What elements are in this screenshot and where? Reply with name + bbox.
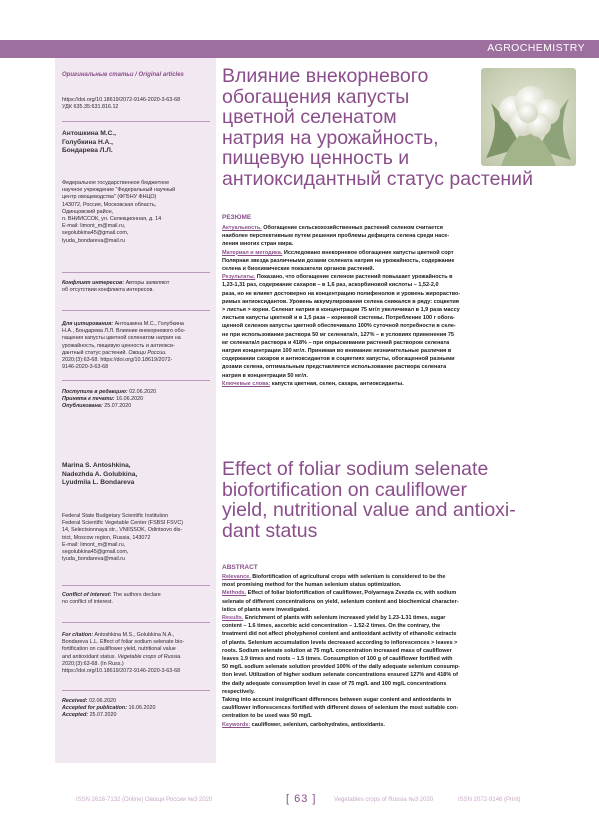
citation-label: Для цитирования: xyxy=(62,321,114,327)
title-line: yield, nutritional value and antioxi- xyxy=(222,499,516,521)
affiliation-line: Федеральное государственное бюджетное xyxy=(62,180,170,186)
citation-text: урожайность, пищевую ценность и антиокси- xyxy=(62,342,175,349)
citation-text: fortification on cauliflower yield, nutritional value xyxy=(62,646,176,653)
abstract-line: centration to be used was 50 mg/L xyxy=(222,713,312,720)
abstract-line: treatment did not affect pholyphenol content and antioxidant activity of ethanolic extracts xyxy=(222,631,457,638)
title-line: biofortification on cauliflower xyxy=(222,478,467,501)
abstract-line: 50 mg/L sodium selenate solution provided 100% of the daily adequate selenium consump- xyxy=(222,664,460,671)
affiliation-ru xyxy=(62,180,212,245)
authors-en xyxy=(62,462,212,488)
divider xyxy=(62,622,210,623)
email-line[interactable]: lyuda_bondareva@mail.ru xyxy=(62,556,126,563)
abstract-line: Показано, что обогащение селеном растений повышает урожайность в xyxy=(256,274,453,281)
author-name: Lyudmila L. Bondareva xyxy=(62,479,135,487)
authors-ru xyxy=(62,130,212,156)
title-line: цветной селенатом xyxy=(222,106,397,128)
journal-name: Овощи России. xyxy=(128,349,167,356)
abstract-line: наиболее перспективным путем решения проблемы дефицита селена среди насе- xyxy=(222,233,450,240)
affiliation-line: Federal State Budgetary Scientific Institution xyxy=(62,513,169,519)
article-title-en xyxy=(222,459,582,541)
abstract-line: натрия в концентрации 50 мг/л. xyxy=(222,372,308,379)
date-label: Accepted: xyxy=(62,712,89,719)
affiliation-line: 14, Selectsionnaya str., VNIISSOK, Odintsovo dis- xyxy=(62,527,183,534)
affiliation-line: 143072, Россия, Московская область, xyxy=(62,201,157,208)
date-label: Поступила в редакцию: xyxy=(62,389,128,395)
results-label: Results. xyxy=(222,615,244,622)
results-label: Результаты. xyxy=(222,274,256,281)
divider xyxy=(62,585,210,586)
relevance-label: Relevance. xyxy=(222,574,251,580)
keywords: cauliflower, selenium, carbohydrates, antioxidants. xyxy=(251,721,385,728)
abstract-line: мг селената/л раствора и 418% – при опрыскивании растений раствором селената xyxy=(222,339,450,346)
author-name: Nadezhda A. Golubkina, xyxy=(62,470,138,478)
title-line: dant status xyxy=(222,519,318,542)
citation-text: дантный статус растений. xyxy=(62,349,127,356)
dates-en xyxy=(62,698,212,720)
abstract-line: tion level. Utilization of higher sodium selenate concentrations ensured 127% and 418% of xyxy=(222,672,458,679)
abstract-line: дозами селена, оптимальным представляется использование раствора селената xyxy=(222,364,447,371)
conflict-text: об отсутствии конфликта интересов. xyxy=(62,287,154,294)
email-line[interactable]: lyuda_bondareva@mail.ru xyxy=(62,237,126,244)
conflict-label: Конфликт интересов: xyxy=(62,280,125,286)
citation-text: гащения капусты цветной селенатом натрия на xyxy=(62,335,181,342)
author-name: Бондарева Л.Л. xyxy=(62,147,113,155)
section-header-bar xyxy=(0,40,599,58)
article-type-label: Оригинальные статьи / Original articles xyxy=(62,72,184,78)
title-line: Effect of foliar sodium selenate xyxy=(222,458,489,480)
keywords: капуста цветная, селен, сахара, антиоксиданты. xyxy=(271,380,404,387)
title-line: пищевую ценность и xyxy=(222,147,410,169)
affiliation-line: Одинцовский район, xyxy=(62,208,114,215)
abstract-en xyxy=(222,573,588,729)
date-label: Accepted for publication: xyxy=(62,705,127,712)
divider xyxy=(62,380,210,381)
keywords-label: Ключевые слова: xyxy=(222,380,271,387)
citation-text: Antoshkina M.S., Golubkina N.A., xyxy=(94,632,175,638)
citation-doi[interactable]: 2020;(3):63-68. https://doi.org/10.18619/2072- xyxy=(62,357,173,364)
abstract-line: content – 1.6 times, ascorbic acid concentration – 1.52-2 times. On the contrary, the xyxy=(222,623,441,630)
abstract-line: selenate of different concentrations on yield, selenium content and biochemical character- xyxy=(222,598,459,605)
author-name: Антошкина М.С., xyxy=(62,130,116,137)
abstract-line: > листья > корни. Селенат натрия в концентрации 75 мг/л увеличивал в 1,9 раза массу xyxy=(222,307,460,314)
abstract-line: 1,23-1,31 раз, содержание сахаров – в 1,6 раз, аскорбиновой кислоты – 1,52-2,0 xyxy=(222,282,439,289)
date-label: Принята к печати: xyxy=(62,396,115,403)
abstract-line: раза, но не влияет достоверно на концентрацию полифенолов и уровень жирораство- xyxy=(222,290,461,297)
citation-label: For citation: xyxy=(62,632,94,638)
abstract-line: Enrichment of plants with selenium increased yield by 1.23-1.31 times, sugar xyxy=(244,615,446,622)
abstract-line: the daily adequate consumption level in case of 75 mg/L and 100 mg/L concentrations xyxy=(222,680,447,687)
abstract-line: Taking into account insignificant differences between sugar content and antioxidants in xyxy=(222,697,452,704)
methods-label: Methods. xyxy=(222,590,247,597)
abstract-heading-en: ABSTRACT xyxy=(222,564,258,571)
date-value: 25.07.2020 xyxy=(104,403,132,410)
date-value: 02.06.2020 xyxy=(88,698,116,704)
conflict-text: Авторы заявляют xyxy=(125,280,170,286)
author-name: Marina S. Antoshkina, xyxy=(62,462,131,469)
citation-en xyxy=(62,632,212,675)
abstract-line: most promising method for the human selenium status optimization. xyxy=(222,582,402,589)
abstract-ru xyxy=(222,224,588,388)
citation-text: Антошкина М.С., Голубкина xyxy=(114,321,184,327)
author-name: Голубкина Н.А., xyxy=(62,138,113,146)
citation-doi[interactable]: 9146-2020-3-63-68 xyxy=(62,364,109,371)
date-value: 16.06.2020 xyxy=(116,396,144,403)
affiliation-line: центр овощеводства" (ФГБНУ ФНЦО) xyxy=(62,194,157,201)
abstract-line: Обогащение сельскохозяйственных растений селеном считается xyxy=(263,225,443,231)
title-line: антиоксидантный статус растений xyxy=(222,167,533,190)
abstract-line: of plants. Selenium accumulation levels decreased according to inflorescences > leaves > xyxy=(222,639,458,646)
email-line[interactable]: E-mail: limont_m@mail.ru, xyxy=(62,223,126,230)
conflict-en xyxy=(62,592,212,606)
affiliation-line: научное учреждение "Федеральный научный xyxy=(62,187,176,194)
abstract-line: натрия концентрации 100 мг/л. Принимая во внимание незначительные различия в xyxy=(222,348,452,355)
abstract-line: щенной селеном капусты цветной обеспечивало 100% суточной потребности в селе- xyxy=(222,323,456,330)
citation-text: 2020;(3):63-68. (In Russ.) xyxy=(62,660,124,667)
conflict-text: The authors declare xyxy=(112,592,161,598)
page-number: [ 63 ] xyxy=(286,793,317,805)
abstract-line: Полярная звезда различными дозами селената натрия на урожайность, содержание xyxy=(222,257,455,264)
abstract-line: roots. Sodium selenate solution at 75 mg/L concentration increased mass of cauliflower xyxy=(222,647,452,654)
footer-issn-online: ISSN 2618-7132 (Online) Овощи России №3 2020 xyxy=(76,797,213,803)
article-title-ru xyxy=(222,66,582,189)
email-line[interactable]: segolubkina45@gmail.com, xyxy=(62,549,129,556)
citation-ru xyxy=(62,321,212,371)
abstract-line: Исследовано внекорневое обогащение капусты цветной сорт xyxy=(283,249,454,256)
email-line[interactable]: segolubkina45@gmail.com, xyxy=(62,230,129,237)
keywords-label: Keywords: xyxy=(222,721,251,728)
conflict-text: no conflict of interest. xyxy=(62,599,113,606)
abstract-line: cauliflower inflorescences fortified with different doses of selenium the most suitable con- xyxy=(222,705,459,712)
abstract-line: содержании сахаров и антиоксидантов в соцветиях капусты, обогащенной разными xyxy=(222,356,455,363)
citation-text: Bondareva L.L. Effect of foliar sodium selenate bio- xyxy=(62,639,185,646)
footer-issn-print: ISSN 2072-9146 (Print) xyxy=(458,797,521,803)
citation-text: and antioxidant status. xyxy=(62,653,116,660)
conflict-label: Conflict of interest: xyxy=(62,592,112,598)
abstract-line: istics of plants were investigated. xyxy=(222,606,310,613)
affiliation-en xyxy=(62,513,212,563)
title-line: натрия на урожайность, xyxy=(222,126,439,149)
methods-label: Материал и методика. xyxy=(222,249,283,256)
divider xyxy=(62,310,210,311)
abstract-heading-ru: РЕЗЮМЕ xyxy=(222,214,252,221)
abstract-line: римых антиоксидантов. Уровень аккумулирования селена снижался в ряду: соцветия xyxy=(222,298,459,305)
abstract-line: листьев капусты цветной и в 1,5 раза – корневой системы. Потребление 100 г обога- xyxy=(222,315,455,322)
abstract-line: respectively. xyxy=(222,688,255,695)
abstract-line: селена и биохимические показатели органов растений. xyxy=(222,266,375,273)
journal-name: Vegetable crops of Russia. xyxy=(117,653,182,660)
citation-doi[interactable]: https://doi.org/10.18619/2072-9146-2020-3-63-68 xyxy=(62,668,181,675)
section-title: AGROCHEMISTRY xyxy=(487,42,585,54)
email-line[interactable]: E-mail: limont_m@mail.ru, xyxy=(62,541,126,548)
date-value: 02.06.2020 xyxy=(129,389,157,395)
abstract-line: Biofortification of agricultural crops with selenium is considered to be the xyxy=(252,574,446,580)
dates-ru xyxy=(62,389,212,411)
doi-link[interactable]: https://doi.org/10.18619/2072-9146-2020-3-63-68 xyxy=(62,97,181,103)
divider xyxy=(62,272,210,273)
date-value: 25.07.2020 xyxy=(89,712,117,719)
affiliation-line: п. ВНИИССОК, ул. Селекционная, д. 14 xyxy=(62,216,162,223)
relevance-label: Актуальность. xyxy=(222,225,262,231)
divider xyxy=(62,121,210,122)
abstract-line: Effect of foliar biofortification of cauliflower, Polyarnaya Zvezda cv, with sodium xyxy=(247,590,457,597)
affiliation-line: Federal Scientific Vegetable Center (FSBSI FSVC) xyxy=(62,520,184,527)
title-line: Влияние внекорневого xyxy=(222,65,429,87)
udk-code: УДК 635.35:631.816.12 xyxy=(62,104,119,111)
divider xyxy=(62,690,210,691)
abstract-line: ления многих стран мира. xyxy=(222,241,294,248)
footer-journal-en: Vegetables crops of Russia №3 2020 xyxy=(334,797,434,803)
title-line: обогащения капусты xyxy=(222,85,410,108)
date-label: Received: xyxy=(62,698,88,704)
date-label: Опубликована: xyxy=(62,403,103,410)
affiliation-line: trict, Moscow region, Russia, 143072 xyxy=(62,534,151,541)
date-value: 16.06.2020 xyxy=(128,705,156,712)
citation-text: Н.А., Бондарева Л.Л. Влияние внекорневого обо- xyxy=(62,328,186,335)
abstract-line: не при использовании раствора 50 мг селената/л, 127% – в условиях применения 75 xyxy=(222,331,454,338)
conflict-ru xyxy=(62,280,212,294)
doi-ru xyxy=(62,97,212,111)
abstract-line: leaves 1.9 times and roots – 1.5 times. Consumption of 100 g of cauliflower fortified with xyxy=(222,656,453,663)
